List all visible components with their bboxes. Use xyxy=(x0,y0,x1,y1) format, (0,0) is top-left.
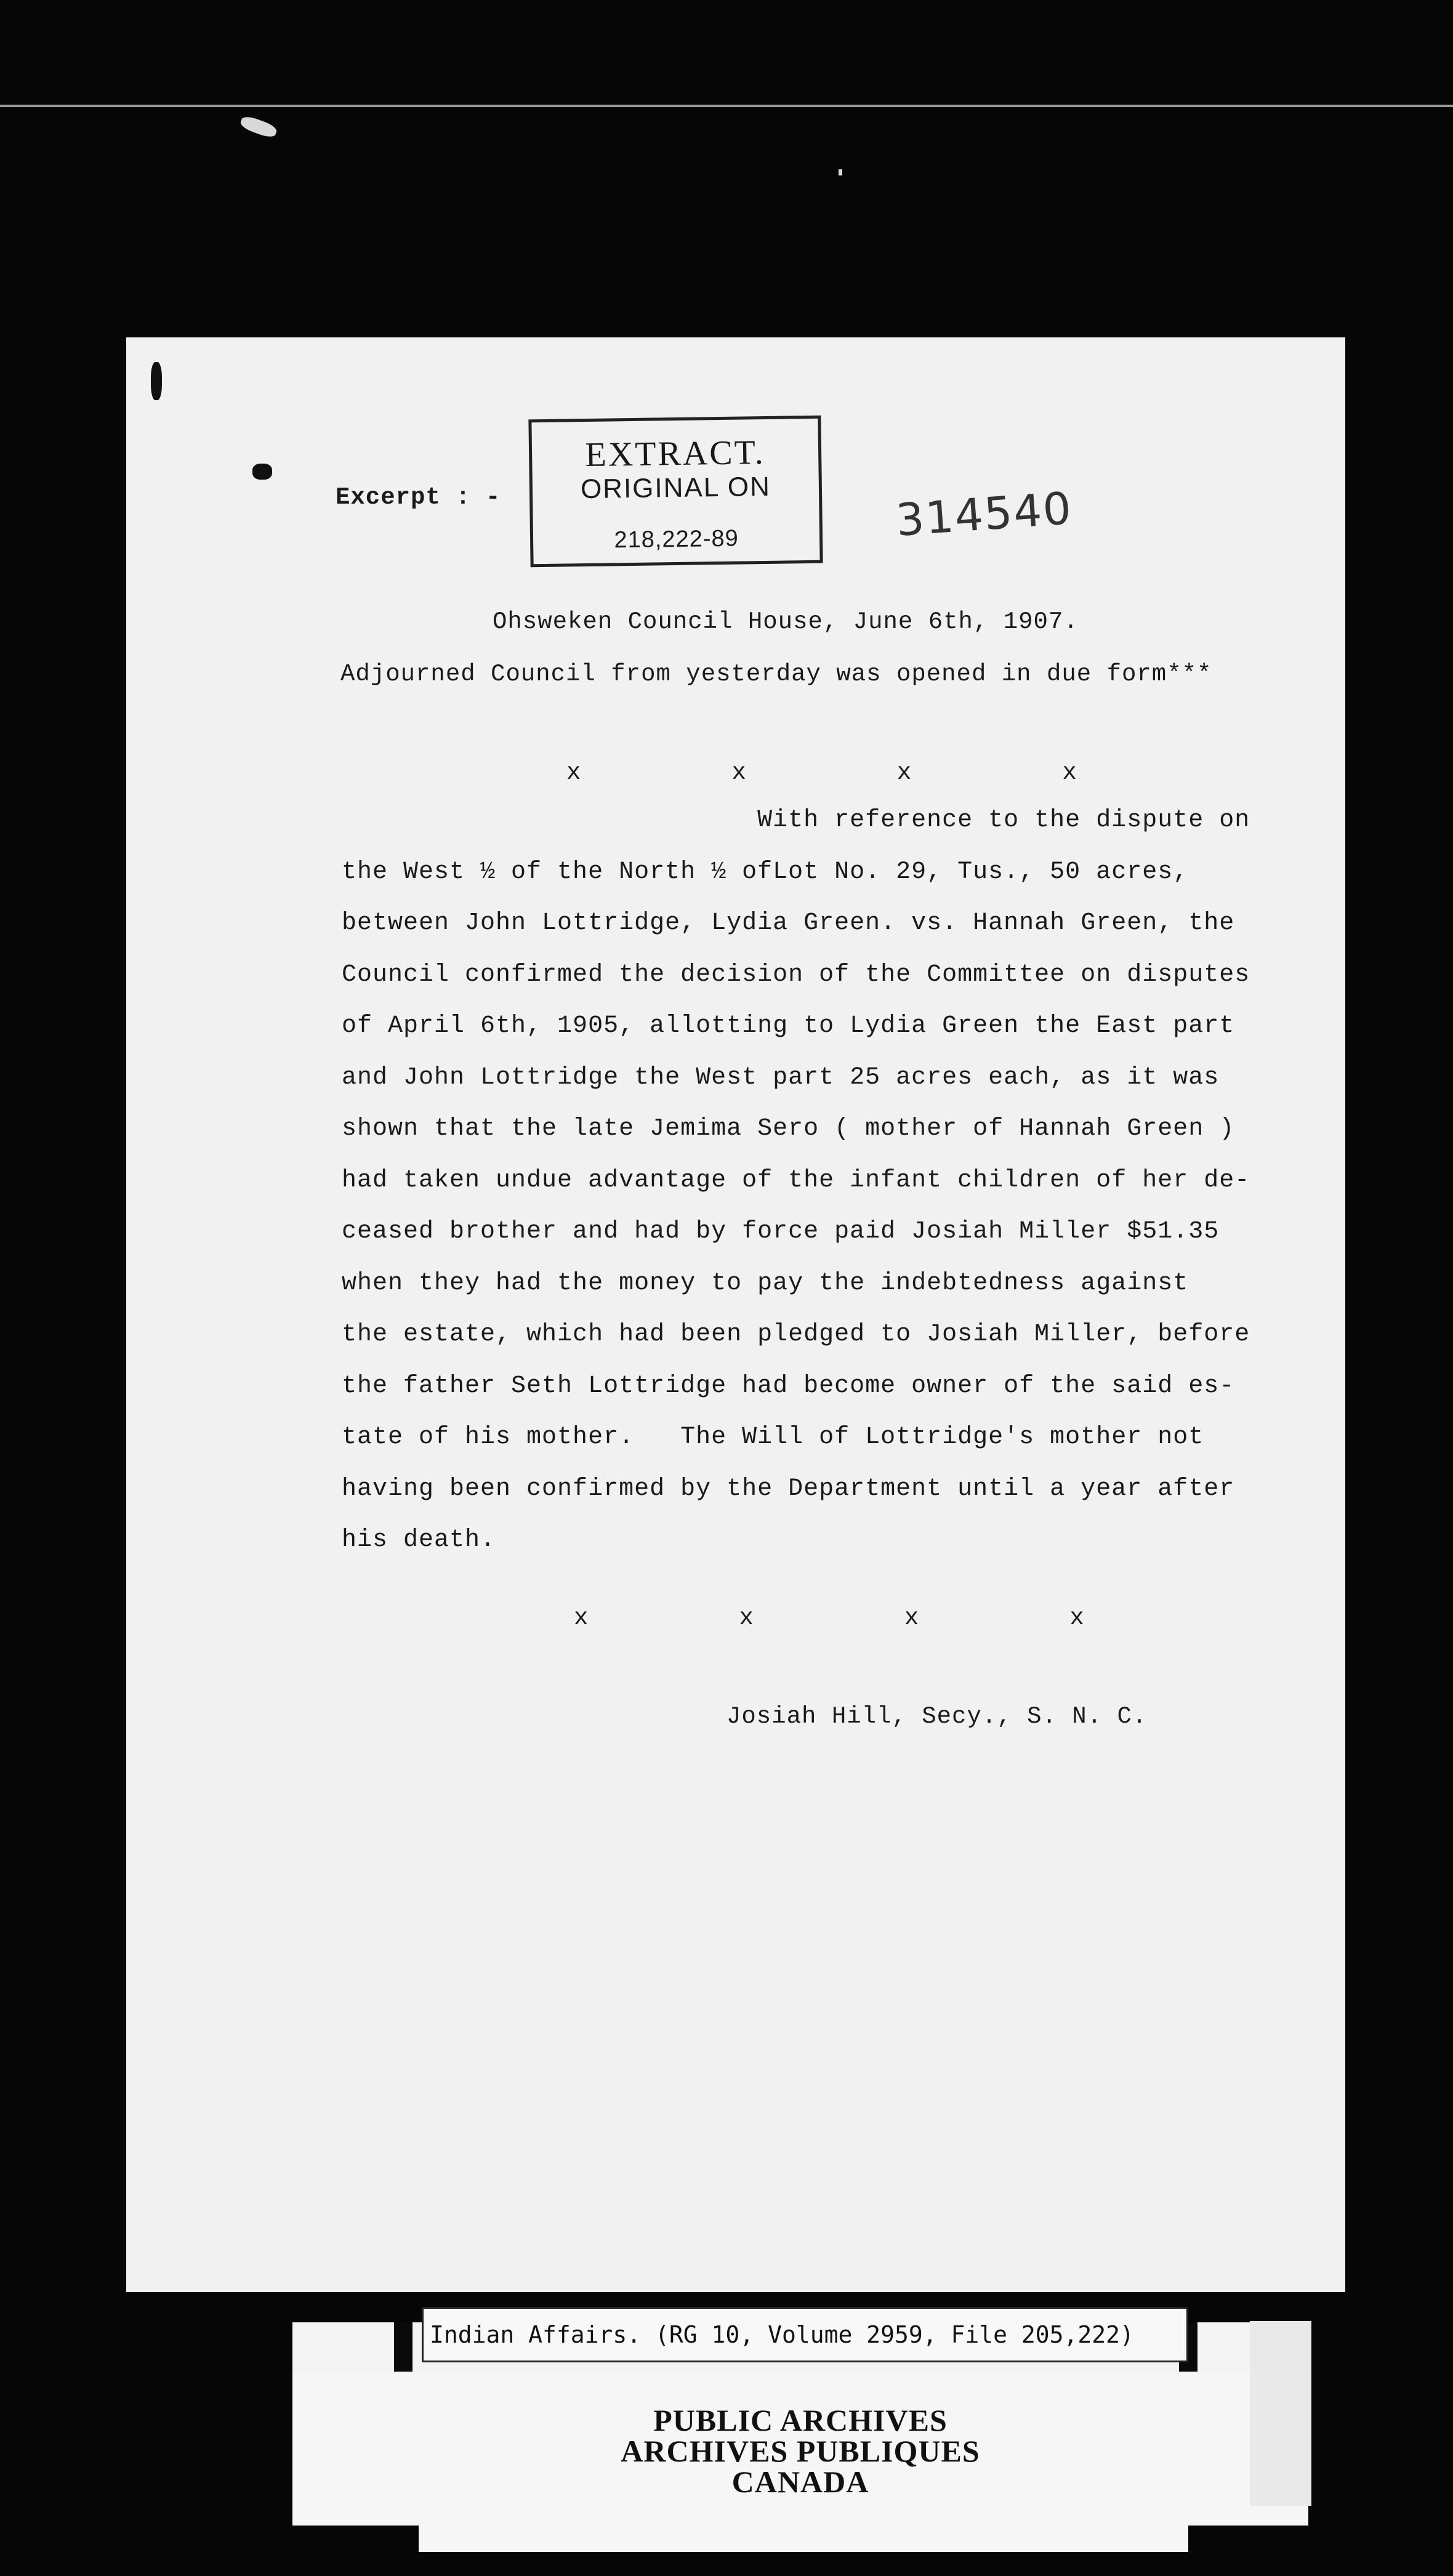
body-line: when they had the money to pay the indebtedness against xyxy=(342,1269,1189,1297)
body-line: ceased brother and had by force paid Josiah Miller $51.35 xyxy=(342,1218,1220,1246)
film-edge-line xyxy=(0,105,1453,107)
body-line: the West ½ of the North ½ ofLot No. 29, Tus., 50 acres, xyxy=(342,858,1189,886)
body-line: Council confirmed the decision of the Committee on disputes xyxy=(342,960,1250,989)
film-speck xyxy=(839,169,842,175)
signature: Josiah Hill, Secy., S. N. C. xyxy=(726,1703,1148,1730)
body-line: the father Seth Lottridge had become owner of the said es- xyxy=(342,1372,1235,1400)
archive-line-2: ARCHIVES PUBLIQUES xyxy=(621,2434,980,2468)
separator-top: x x x x xyxy=(566,759,1077,786)
ink-blot xyxy=(151,362,162,400)
body-line: his death. xyxy=(342,1526,496,1554)
archive-line-1: PUBLIC ARCHIVES xyxy=(653,2403,948,2437)
archive-line-3: CANADA xyxy=(731,2465,869,2499)
body-line: had taken undue advantage of the infant children of her de- xyxy=(342,1166,1250,1194)
film-speck xyxy=(239,114,278,139)
stamp-line-original: ORIGINAL ON xyxy=(580,471,771,505)
label-edge xyxy=(419,2506,1188,2552)
document-page xyxy=(126,337,1345,2292)
handwritten-number: 314540 xyxy=(894,482,1074,546)
body-line: shown that the late Jemima Sero ( mother of Hannah Green ) xyxy=(342,1115,1235,1143)
body-line: between John Lottridge, Lydia Green. vs. Hannah Green, the xyxy=(342,909,1235,937)
ink-blot xyxy=(252,464,272,480)
heading-line-2: Adjourned Council from yesterday was opened in due form*** xyxy=(340,661,1212,688)
body-line: and John Lottridge the West part 25 acres each, as it was xyxy=(342,1063,1220,1092)
stamp-line-extract: EXTRACT. xyxy=(585,433,766,475)
heading-line-1: Ohsweken Council House, June 6th, 1907. xyxy=(493,608,1079,635)
archive-stamp xyxy=(292,2372,1308,2526)
body-line: tate of his mother. The Will of Lottridge's mother not xyxy=(342,1423,1204,1451)
body-line: With reference to the dispute on xyxy=(342,807,1250,834)
extract-stamp xyxy=(528,416,823,568)
body-line: the estate, which had been pledged to Josiah Miller, before xyxy=(342,1321,1250,1348)
archive-caption: Indian Affairs. (RG 10, Volume 2959, File 205,222) xyxy=(422,2307,1188,2362)
body-line: of April 6th, 1905, allotting to Lydia Green the East part xyxy=(342,1012,1235,1040)
stamp-line-file: 218,222-89 xyxy=(614,525,739,553)
excerpt-label: Excerpt : - xyxy=(336,484,501,511)
body-line: having been confirmed by the Department until a year after xyxy=(342,1475,1235,1503)
separator-bottom: x x x x xyxy=(574,1604,1085,1632)
